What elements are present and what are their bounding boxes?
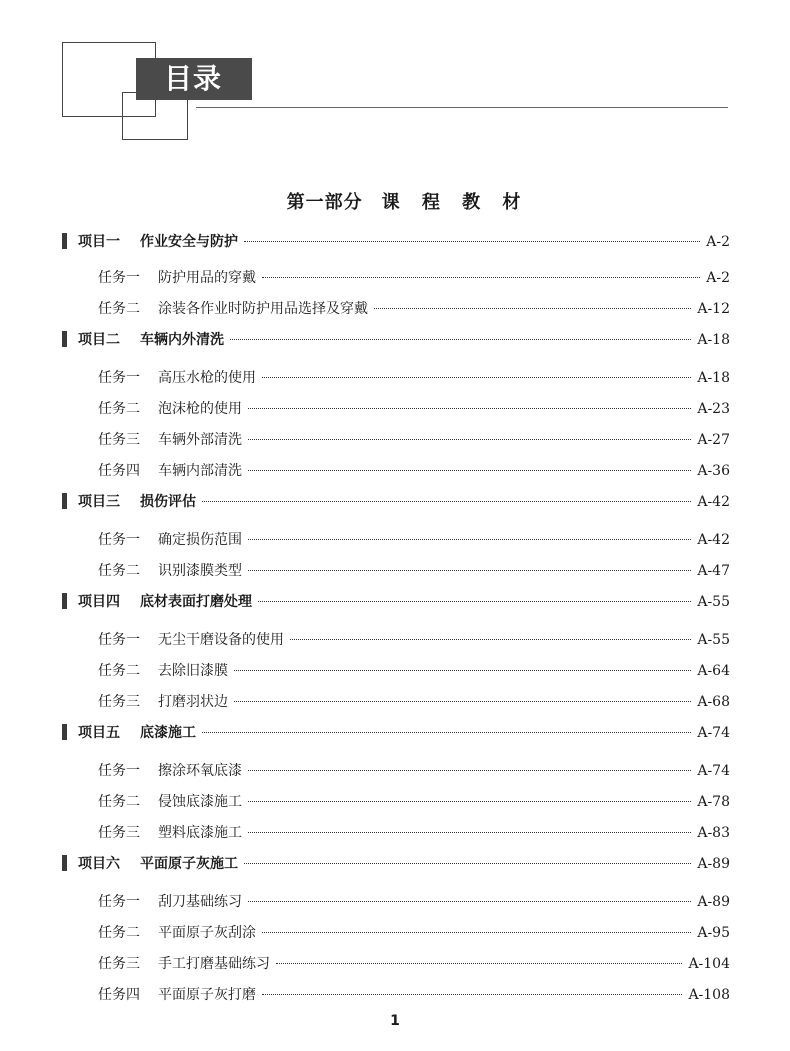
- toc-task-entry[interactable]: [98, 298, 730, 318]
- toc-task-entry[interactable]: [98, 629, 730, 649]
- dot-leader: [290, 639, 691, 640]
- toc-project-entry[interactable]: [62, 491, 730, 511]
- dot-leader: [248, 470, 691, 471]
- section-marker: [62, 724, 67, 740]
- entry-number: 任务二: [98, 401, 140, 417]
- entry-title: 车辆内部清洗: [158, 463, 242, 479]
- toc-project-entry[interactable]: [62, 591, 730, 611]
- dot-leader: [262, 932, 691, 933]
- dot-leader: [248, 770, 691, 771]
- entry-page: A-89: [697, 856, 730, 872]
- toc-task-entry[interactable]: [98, 760, 730, 780]
- entry-page: A-42: [697, 494, 730, 510]
- entry-title: 涂装各作业时防护用品选择及穿戴: [158, 301, 368, 317]
- entry-page: A-27: [697, 432, 730, 448]
- dot-leader: [202, 732, 691, 733]
- dot-leader: [248, 570, 691, 571]
- entry-number: 任务二: [98, 925, 140, 941]
- dot-leader: [248, 801, 691, 802]
- dot-leader: [230, 339, 691, 340]
- dot-leader: [262, 277, 700, 278]
- entry-number: 任务二: [98, 663, 140, 679]
- entry-page: A-68: [697, 694, 730, 710]
- entry-title: 车辆外部清洗: [158, 432, 242, 448]
- entry-number: 项目一: [78, 234, 120, 250]
- dot-leader: [244, 241, 700, 242]
- dot-leader: [258, 601, 691, 602]
- entry-page: A-89: [697, 894, 730, 910]
- entry-page: A-42: [697, 532, 730, 548]
- entry-number: 任务一: [98, 894, 140, 910]
- toc-project-entry[interactable]: [62, 231, 730, 251]
- entry-title: 平面原子灰打磨: [158, 987, 256, 1003]
- entry-page: A-47: [697, 563, 730, 579]
- entry-title: 底材表面打磨处理: [140, 594, 252, 610]
- entry-title: 识别漆膜类型: [158, 563, 242, 579]
- dot-leader: [262, 994, 682, 995]
- dot-leader: [244, 863, 691, 864]
- page-title: 目录: [136, 58, 252, 100]
- entry-number: 任务三: [98, 694, 140, 710]
- toc-task-entry[interactable]: [98, 922, 730, 942]
- toc-task-entry[interactable]: [98, 529, 730, 549]
- entry-number: 任务三: [98, 956, 140, 972]
- entry-number: 任务三: [98, 432, 140, 448]
- entry-page: A-55: [697, 594, 730, 610]
- toc-task-entry[interactable]: [98, 984, 730, 1004]
- toc-task-entry[interactable]: [98, 460, 730, 480]
- toc-task-entry[interactable]: [98, 822, 730, 842]
- entry-number: 项目五: [78, 725, 120, 741]
- toc-task-entry[interactable]: [98, 953, 730, 973]
- entry-title: 防护用品的穿戴: [158, 270, 256, 286]
- entry-page: A-104: [688, 956, 730, 972]
- entry-page: A-2: [706, 270, 730, 286]
- dot-leader: [248, 539, 691, 540]
- part-heading: 第一部分 课 程 教 材: [286, 192, 522, 213]
- entry-number: 任务四: [98, 463, 140, 479]
- toc-task-entry[interactable]: [98, 791, 730, 811]
- dot-leader: [248, 439, 691, 440]
- dot-leader: [234, 701, 691, 702]
- toc-task-entry[interactable]: [98, 267, 730, 287]
- dot-leader: [248, 408, 691, 409]
- entry-page: A-78: [697, 794, 730, 810]
- entry-page: A-18: [697, 370, 730, 386]
- entry-title: 无尘干磨设备的使用: [158, 632, 284, 648]
- entry-page: A-95: [697, 925, 730, 941]
- dot-leader: [234, 670, 691, 671]
- entry-title: 平面原子灰施工: [140, 856, 238, 872]
- title-divider: [196, 107, 728, 108]
- entry-number: 项目三: [78, 494, 120, 510]
- entry-number: 任务一: [98, 763, 140, 779]
- entry-page: A-12: [697, 301, 730, 317]
- entry-page: A-36: [697, 463, 730, 479]
- entry-page: A-108: [688, 987, 730, 1003]
- entry-title: 刮刀基础练习: [158, 894, 242, 910]
- entry-number: 任务一: [98, 370, 140, 386]
- page-number: 1: [390, 1013, 400, 1029]
- toc-project-entry[interactable]: [62, 722, 730, 742]
- entry-title: 平面原子灰刮涂: [158, 925, 256, 941]
- entry-number: 任务一: [98, 632, 140, 648]
- dot-leader: [374, 308, 691, 309]
- entry-page: A-64: [697, 663, 730, 679]
- dot-leader: [248, 832, 691, 833]
- section-marker: [62, 855, 67, 871]
- toc-task-entry[interactable]: [98, 660, 730, 680]
- entry-number: 任务一: [98, 532, 140, 548]
- entry-page: A-2: [706, 234, 730, 250]
- section-marker: [62, 593, 67, 609]
- toc-task-entry[interactable]: [98, 691, 730, 711]
- entry-number: 项目四: [78, 594, 120, 610]
- section-marker: [62, 331, 67, 347]
- entry-title: 底漆施工: [140, 725, 196, 741]
- entry-page: A-74: [697, 763, 730, 779]
- toc-task-entry[interactable]: [98, 891, 730, 911]
- dot-leader: [276, 963, 682, 964]
- entry-title: 侵蚀底漆施工: [158, 794, 242, 810]
- entry-page: A-83: [697, 825, 730, 841]
- dot-leader: [248, 901, 691, 902]
- dot-leader: [202, 501, 691, 502]
- toc-project-entry[interactable]: [62, 329, 730, 349]
- dot-leader: [262, 377, 691, 378]
- entry-number: 任务三: [98, 825, 140, 841]
- toc-project-entry[interactable]: [62, 853, 730, 873]
- entry-title: 确定损伤范围: [158, 532, 242, 548]
- entry-number: 项目二: [78, 332, 120, 348]
- toc-task-entry[interactable]: [98, 560, 730, 580]
- section-marker: [62, 233, 67, 249]
- toc-task-entry[interactable]: [98, 367, 730, 387]
- entry-title: 擦涂环氧底漆: [158, 763, 242, 779]
- entry-number: 任务二: [98, 794, 140, 810]
- entry-number: 任务二: [98, 301, 140, 317]
- entry-number: 项目六: [78, 856, 120, 872]
- entry-title: 打磨羽状边: [158, 694, 228, 710]
- entry-page: A-23: [697, 401, 730, 417]
- entry-title: 手工打磨基础练习: [158, 956, 270, 972]
- entry-page: A-74: [697, 725, 730, 741]
- entry-title: 车辆内外清洗: [140, 332, 224, 348]
- entry-title: 损伤评估: [140, 494, 196, 510]
- entry-page: A-55: [697, 632, 730, 648]
- entry-number: 任务二: [98, 563, 140, 579]
- entry-title: 泡沫枪的使用: [158, 401, 242, 417]
- entry-title: 作业安全与防护: [140, 234, 238, 250]
- entry-number: 任务四: [98, 987, 140, 1003]
- toc-task-entry[interactable]: [98, 398, 730, 418]
- entry-title: 去除旧漆膜: [158, 663, 228, 679]
- entry-number: 任务一: [98, 270, 140, 286]
- entry-title: 高压水枪的使用: [158, 370, 256, 386]
- entry-page: A-18: [697, 332, 730, 348]
- section-marker: [62, 493, 67, 509]
- toc-task-entry[interactable]: [98, 429, 730, 449]
- entry-title: 塑料底漆施工: [158, 825, 242, 841]
